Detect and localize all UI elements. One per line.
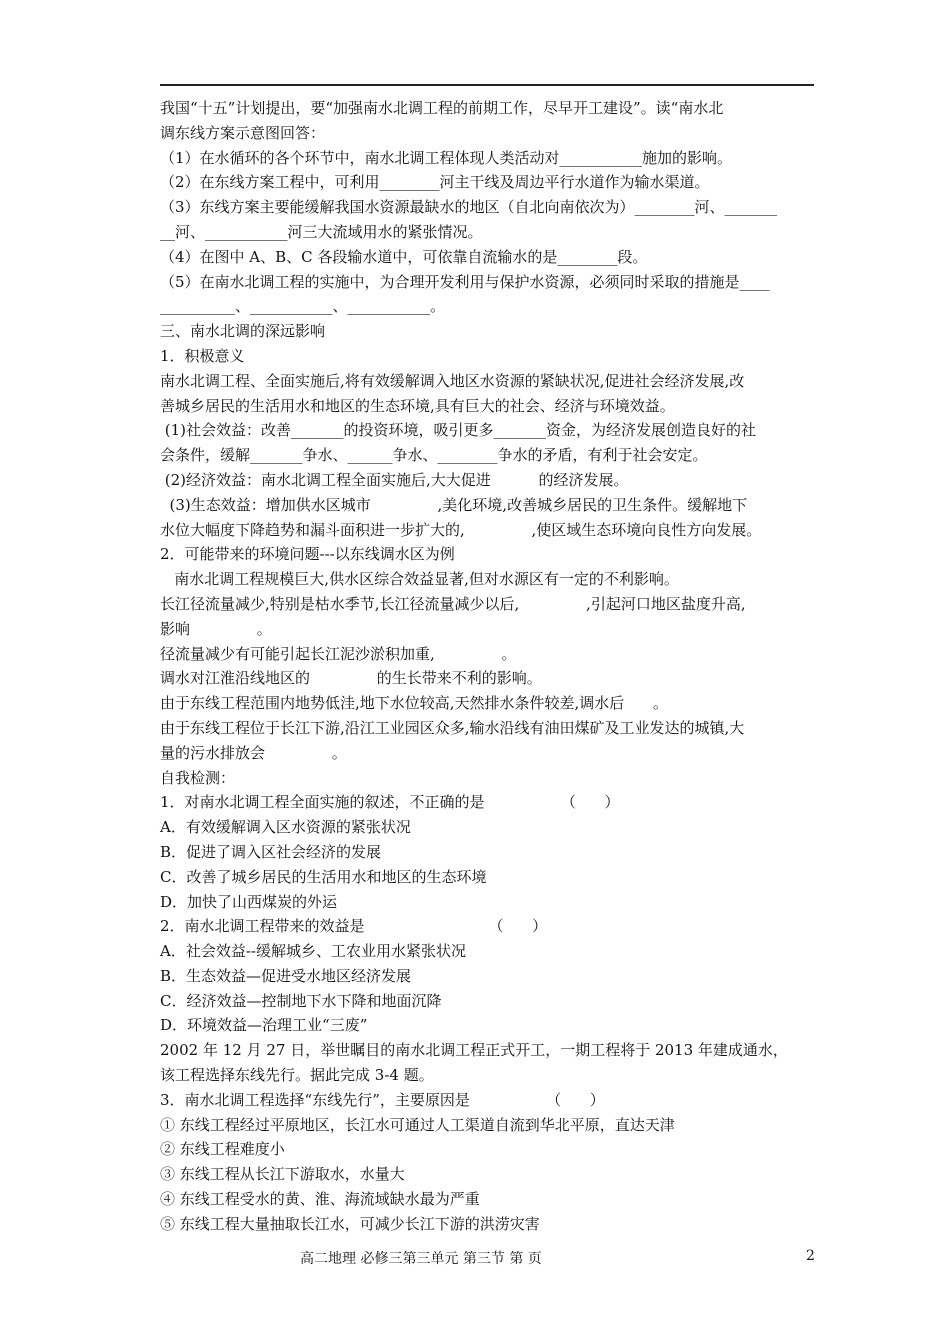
text-line: 1．积极意义 xyxy=(160,346,245,365)
text-line: 该工程选择东线先行。据此完成 3-4 题。 xyxy=(160,1066,434,1085)
text-line: 3．南水北调工程选择“东线先行”，主要原因是 （ ） xyxy=(160,1090,605,1109)
page-number: 2 xyxy=(806,1248,815,1264)
text-line: ② 东线工程难度小 xyxy=(160,1140,285,1159)
text-line: 南水北调工程规模巨大,供水区综合效益显著,但对水源区有一定的不利影响。 xyxy=(160,570,679,589)
text-line: 自我检测： xyxy=(160,768,236,787)
text-line: D．加快了山西煤炭的外运 xyxy=(160,892,338,911)
text-line: （2）在东线方案工程中，可利用________河主干线及周边平行水道作为输水渠道。 xyxy=(160,173,710,192)
footer-text: 高二地理 必修三第三单元 第三节 第 页 xyxy=(300,1251,542,1267)
text-line: 三、南水北调的深远影响 xyxy=(160,322,326,341)
text-line: 我国“十五”计划提出，要“加强南水北调工程的前期工作，尽早开工建设”。读“南水北 xyxy=(160,99,724,117)
text-line: 南水北调工程、全面实施后,将有效缓解调入地区水资源的紧缺状况,促进社会经济发展,改 xyxy=(160,371,745,390)
text-line: （3）东线方案主要能缓解我国水资源最缺水的地区（自北向南依次为）________河、_______ xyxy=(160,198,778,217)
text-line: 量的污水排放会 。 xyxy=(160,743,347,762)
text-line: 善城乡居民的生活用水和地区的生态环境,具有巨大的社会、经济与环境效益。 xyxy=(160,396,675,415)
text-line: ③ 东线工程从长江下游取水，水量大 xyxy=(160,1165,405,1184)
text-line: 调东线方案示意图回答： xyxy=(160,123,326,142)
text-line: （4）在图中 A、B、C 各段输水道中，可依靠自流输水的是________段。 xyxy=(160,247,648,266)
text-line: ① 东线工程经过平原地区，长江水可通过人工渠道自流到华北平原，直达天津 xyxy=(160,1115,675,1134)
text-line: __________、___________、___________。 xyxy=(160,297,446,316)
text-line: 由于东线工程范围内地势低洼,地下水位较高,天然排水条件较差,调水后 。 xyxy=(160,694,668,713)
text-line: C．经济效益—控制地下水下降和地面沉降 xyxy=(160,991,442,1010)
text-line: (3)生态效益：增加供水区城市 ,美化环境,改善城乡居民的卫生条件。缓解地下 xyxy=(160,495,748,514)
text-line: 会条件，缓解_______争水、______争水、________争水的矛盾，有利于社会安定。 xyxy=(160,446,708,465)
text-line: 水位大幅度下降趋势和漏斗面积进一步扩大的, ,使区域生态环境向良性方向发展。 xyxy=(160,520,762,539)
text-line: 长江径流量减少,特别是枯水季节,长江径流量减少以后, ,引起河口地区盐度升高, xyxy=(160,594,746,613)
text-line: ⑤ 东线工程大量抽取长江水，可减少长江下游的洪涝灾害 xyxy=(160,1214,540,1233)
text-line: 调水对江淮沿线地区的 的生长带来不利的影响。 xyxy=(160,669,542,688)
text-line: __河、___________河三大流域用水的紧张情况。 xyxy=(160,222,483,241)
text-line: 2．南水北调工程带来的效益是 （ ） xyxy=(160,917,548,936)
text-line: 由于东线工程位于长江下游,沿江工业园区众多,输水沿线有油田煤矿及工业发达的城镇,大 xyxy=(160,718,745,737)
text-line: B．生态效益—促进受水地区经济发展 xyxy=(160,966,412,985)
text-line: 1．对南水北调工程全面实施的叙述，不正确的是 （ ） xyxy=(160,793,620,812)
text-line: B．促进了调入区社会经济的发展 xyxy=(160,842,382,861)
text-line: ④ 东线工程受水的黄、淮、海流域缺水最为严重 xyxy=(160,1190,480,1209)
document-body xyxy=(160,96,816,1237)
text-line: 影响 。 xyxy=(160,619,272,638)
text-line: (1)社会效益：改善_______的投资环境，吸引更多_______资金，为经济发展创造良好的社 xyxy=(160,421,757,440)
text-line: D．环境效益—治理工业“三废” xyxy=(160,1016,368,1035)
text-line: （1）在水循环的各个环节中，南水北调工程体现人类活动对___________施加的影响。 xyxy=(160,148,733,167)
text-line: 2002 年 12 月 27 日，举世瞩目的南水北调工程正式开工，一期工程将于 2013 年建成通水， xyxy=(160,1041,788,1060)
text-line: A．有效缓解调入区水资源的紧张状况 xyxy=(160,818,411,837)
text-line: （5）在南水北调工程的实施中，为合理开发利用与保护水资源，必须同时采取的措施是____ xyxy=(160,272,770,291)
text-line: 2．可能带来的环境问题---以东线调水区为例 xyxy=(160,545,455,564)
text-line: (2)经济效益：南水北调工程全面实施后,大大促进 的经济发展。 xyxy=(160,470,629,489)
text-line: 径流量减少有可能引起长江泥沙淤积加重, 。 xyxy=(160,644,517,663)
header-rule xyxy=(160,84,814,86)
text-line: C．改善了城乡居民的生活用水和地区的生态环境 xyxy=(160,867,487,886)
text-line: A．社会效益--缓解城乡、工农业用水紧张状况 xyxy=(160,942,466,961)
